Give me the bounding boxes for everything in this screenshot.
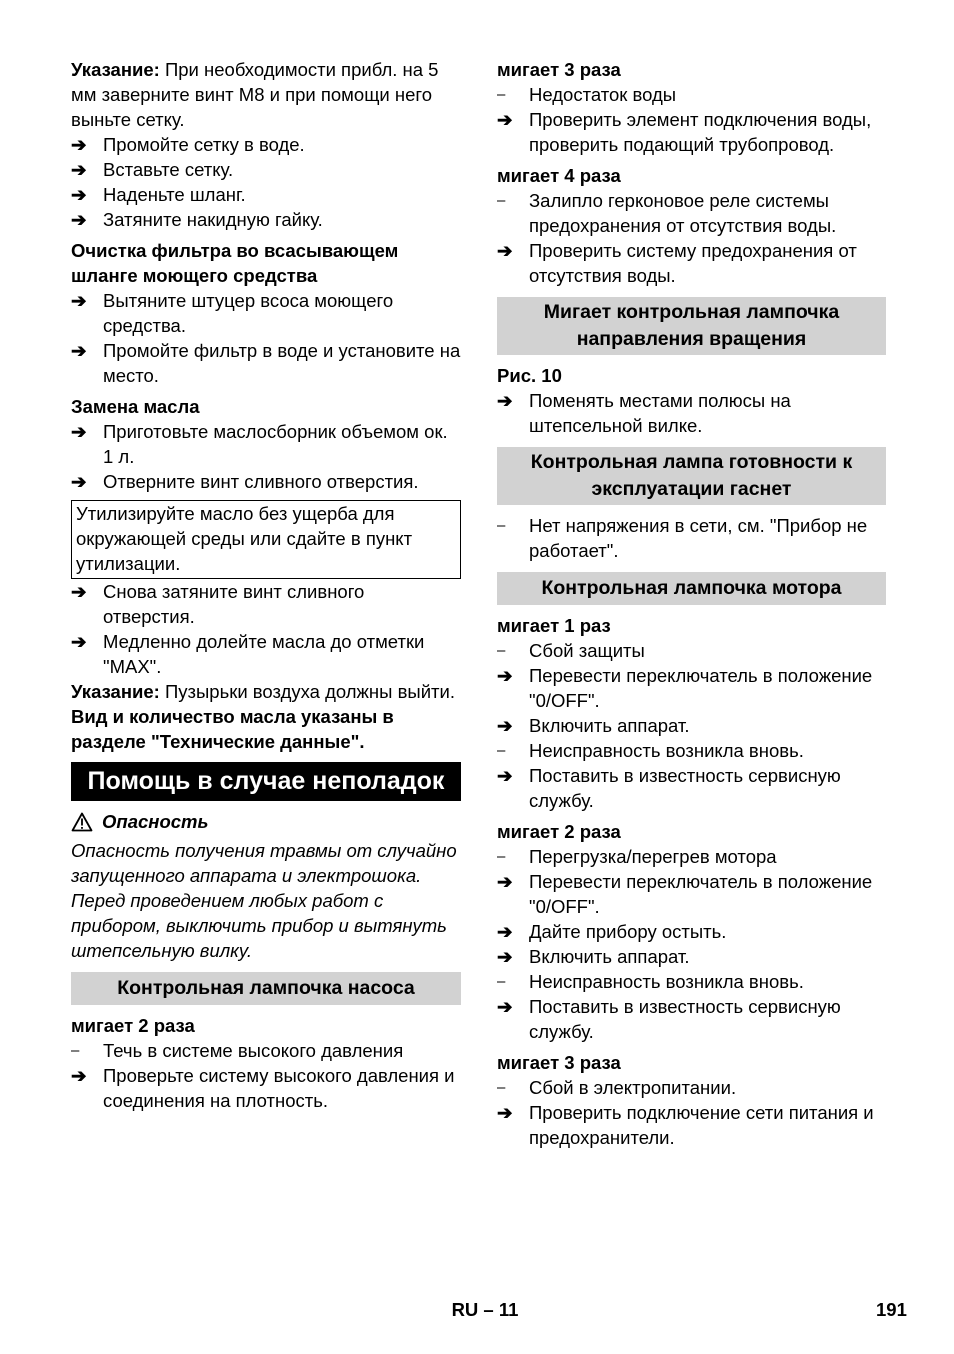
action-step bbox=[497, 238, 886, 288]
arrow-right-icon: ➔ bbox=[71, 631, 87, 652]
arrow-right-icon: ➔ bbox=[71, 184, 87, 205]
cause-item bbox=[497, 738, 886, 763]
list-item-text: Отверните винт сливного отверстия. bbox=[103, 471, 419, 492]
dash-icon: – bbox=[497, 1079, 506, 1096]
action-step bbox=[497, 763, 886, 813]
list-item-text: Снова затяните винт сливного отверстия. bbox=[103, 581, 365, 627]
blink-subheading: мигает 3 раза bbox=[497, 1052, 621, 1073]
arrow-right-icon: ➔ bbox=[71, 581, 87, 602]
arrow-right-icon: ➔ bbox=[497, 871, 513, 892]
action-step bbox=[497, 1100, 886, 1150]
list bbox=[71, 579, 461, 679]
blink-subheading: мигает 1 раз bbox=[497, 615, 611, 636]
list bbox=[497, 188, 886, 288]
page-number: 191 bbox=[876, 1299, 907, 1320]
dash-icon: – bbox=[497, 86, 506, 103]
action-step bbox=[71, 338, 461, 388]
list-item-text: Затяните накидную гайку. bbox=[103, 209, 323, 230]
list bbox=[497, 388, 886, 438]
list bbox=[71, 132, 461, 232]
dash-icon: – bbox=[497, 742, 506, 759]
dash-icon: – bbox=[497, 848, 506, 865]
arrow-right-icon: ➔ bbox=[71, 209, 87, 230]
cause-item bbox=[497, 513, 886, 563]
note-label: Указание: bbox=[71, 681, 160, 702]
arrow-right-icon: ➔ bbox=[71, 134, 87, 155]
dash-icon: – bbox=[497, 517, 506, 534]
arrow-right-icon: ➔ bbox=[71, 421, 87, 442]
arrow-right-icon: ➔ bbox=[497, 240, 513, 261]
action-step bbox=[71, 419, 461, 469]
left-column bbox=[71, 57, 461, 1113]
danger-text: Перед проведением любых работ с прибором, выключить прибор и вытянуть штепсельную вилку. bbox=[71, 890, 447, 961]
danger-text: Опасность получения травмы от случайно запущенного аппарата и электрошока. bbox=[71, 840, 457, 886]
cause-item bbox=[497, 844, 886, 869]
arrow-right-icon: ➔ bbox=[497, 715, 513, 736]
list-item-text: Вставьте сетку. bbox=[103, 159, 234, 180]
arrow-right-icon: ➔ bbox=[497, 946, 513, 967]
motor-lamp-heading: Контрольная лампочка мотора bbox=[497, 572, 886, 605]
action-step bbox=[497, 663, 886, 713]
blink-subheading: мигает 3 раза bbox=[497, 59, 621, 80]
note-label: Указание: bbox=[71, 59, 160, 80]
action-step bbox=[71, 132, 461, 157]
note-paragraph bbox=[71, 679, 461, 704]
arrow-right-icon: ➔ bbox=[497, 665, 513, 686]
list-item-text: Перегрузка/перегрев мотора bbox=[529, 846, 777, 867]
dash-icon: – bbox=[497, 973, 506, 990]
list bbox=[497, 82, 886, 157]
list-item-text: Неисправность возникла вновь. bbox=[529, 740, 804, 761]
arrow-right-icon: ➔ bbox=[71, 159, 87, 180]
action-step bbox=[71, 157, 461, 182]
action-step bbox=[71, 1063, 461, 1113]
dash-icon: – bbox=[71, 1042, 80, 1059]
arrow-right-icon: ➔ bbox=[497, 390, 513, 411]
rotation-lamp-heading: Мигает контрольная лампочка направления вращения bbox=[497, 297, 886, 355]
list-item-text: Проверьте систему высокого давления и соединения на плотность. bbox=[103, 1065, 455, 1111]
list-item-text: Недостаток воды bbox=[529, 84, 677, 105]
arrow-right-icon: ➔ bbox=[71, 290, 87, 311]
note-paragraph bbox=[71, 57, 461, 132]
action-step bbox=[71, 579, 461, 629]
pump-lamp-heading: Контрольная лампочка насоса bbox=[71, 972, 461, 1005]
list-item-text: Поставить в известность сервисную службу. bbox=[529, 996, 841, 1042]
danger-title: Опасность bbox=[102, 811, 209, 832]
action-step bbox=[497, 944, 886, 969]
action-step bbox=[71, 469, 461, 494]
arrow-right-icon: ➔ bbox=[497, 996, 513, 1017]
list-item-text: Поставить в известность сервисную службу. bbox=[529, 765, 841, 811]
dash-icon: – bbox=[497, 192, 506, 209]
arrow-right-icon: ➔ bbox=[71, 340, 87, 361]
list-item-text: Медленно долейте масла до отметки "MAX". bbox=[103, 631, 425, 677]
list-item-text: Перевести переключатель в положение "0/OFF". bbox=[529, 665, 873, 711]
list-item-text: Промойте фильтр в воде и установите на место. bbox=[103, 340, 461, 386]
disposal-note-box bbox=[71, 500, 461, 579]
disposal-note-text: Утилизируйте масло без ущерба для окружающей среды или сдайте в пункт утилизации. bbox=[76, 503, 413, 574]
cause-item bbox=[497, 82, 886, 107]
list-item-text: Течь в системе высокого давления bbox=[103, 1040, 404, 1061]
list-item-text: Поменять местами полюсы на штепсельной вилке. bbox=[529, 390, 791, 436]
cause-item bbox=[71, 1038, 461, 1063]
list-item-text: Нет напряжения в сети, см. "Прибор не работает". bbox=[529, 515, 868, 561]
arrow-right-icon: ➔ bbox=[497, 921, 513, 942]
note-text: Пузырьки воздуха должны выйти. bbox=[159, 681, 455, 702]
action-step bbox=[497, 107, 886, 157]
list-item-text: Сбой защиты bbox=[529, 640, 645, 661]
cause-item bbox=[497, 1075, 886, 1100]
list bbox=[497, 513, 886, 563]
note-text: При необходимости прибл. на 5 мм заверните винт M8 и при помощи него выньте сетку. bbox=[71, 59, 439, 130]
filter-heading: Очистка фильтра во всасывающем шланге моющего средства bbox=[71, 240, 399, 286]
action-step bbox=[71, 207, 461, 232]
blink-subheading: мигает 2 раза bbox=[497, 821, 621, 842]
list-item-text: Включить аппарат. bbox=[529, 715, 690, 736]
list bbox=[497, 638, 886, 813]
warning-triangle-icon bbox=[71, 812, 93, 832]
arrow-right-icon: ➔ bbox=[497, 765, 513, 786]
footer-section-label: RU – 11 bbox=[451, 1299, 519, 1320]
arrow-right-icon: ➔ bbox=[497, 1102, 513, 1123]
list-item-text: Приготовьте маслосборник объемом ок. 1 л. bbox=[103, 421, 448, 467]
list bbox=[71, 288, 461, 388]
arrow-right-icon: ➔ bbox=[71, 471, 87, 492]
action-step bbox=[497, 713, 886, 738]
action-step bbox=[497, 869, 886, 919]
list bbox=[497, 1075, 886, 1150]
blink-subheading: мигает 4 раза bbox=[497, 165, 621, 186]
list bbox=[71, 419, 461, 494]
action-step bbox=[71, 288, 461, 338]
list-item-text: Вытяните штуцер всоса моющего средства. bbox=[103, 290, 394, 336]
blink-subheading: мигает 2 раза bbox=[71, 1015, 195, 1036]
list-item-text: Перевести переключатель в положение "0/OFF". bbox=[529, 871, 873, 917]
action-step bbox=[497, 994, 886, 1044]
oil-change-heading: Замена масла bbox=[71, 396, 200, 417]
list-item-text: Сбой в электропитании. bbox=[529, 1077, 737, 1098]
dash-icon: – bbox=[497, 642, 506, 659]
right-column bbox=[497, 57, 886, 1150]
list-item-text: Проверить подключение сети питания и предохранители. bbox=[529, 1102, 874, 1148]
list-item-text: Промойте сетку в воде. bbox=[103, 134, 305, 155]
figure-reference: Рис. 10 bbox=[497, 365, 562, 386]
cause-item bbox=[497, 638, 886, 663]
list-item-text: Проверить элемент подключения воды, проверить подающий трубопровод. bbox=[529, 109, 872, 155]
action-step bbox=[71, 182, 461, 207]
list-item-text: Дайте прибору остыть. bbox=[529, 921, 727, 942]
arrow-right-icon: ➔ bbox=[497, 109, 513, 130]
list-item-text: Залипло герконовое реле системы предохранения от отсутствия воды. bbox=[529, 190, 837, 236]
list-item-text: Наденьте шланг. bbox=[103, 184, 246, 205]
list bbox=[497, 844, 886, 1044]
list-item-text: Неисправность возникла вновь. bbox=[529, 971, 804, 992]
oil-spec-note: Вид и количество масла указаны в разделе "Технические данные". bbox=[71, 706, 394, 752]
action-step bbox=[497, 919, 886, 944]
action-step bbox=[497, 388, 886, 438]
action-step bbox=[71, 629, 461, 679]
list bbox=[71, 1038, 461, 1113]
cause-item bbox=[497, 969, 886, 994]
section-title: Помощь в случае неполадок bbox=[71, 762, 461, 801]
ready-lamp-heading: Контрольная лампа готовности к эксплуатации гаснет bbox=[497, 447, 886, 505]
danger-title-row bbox=[71, 809, 461, 834]
arrow-right-icon: ➔ bbox=[71, 1065, 87, 1086]
list-item-text: Проверить систему предохранения от отсутствия воды. bbox=[529, 240, 857, 286]
list-item-text: Включить аппарат. bbox=[529, 946, 690, 967]
cause-item bbox=[497, 188, 886, 238]
